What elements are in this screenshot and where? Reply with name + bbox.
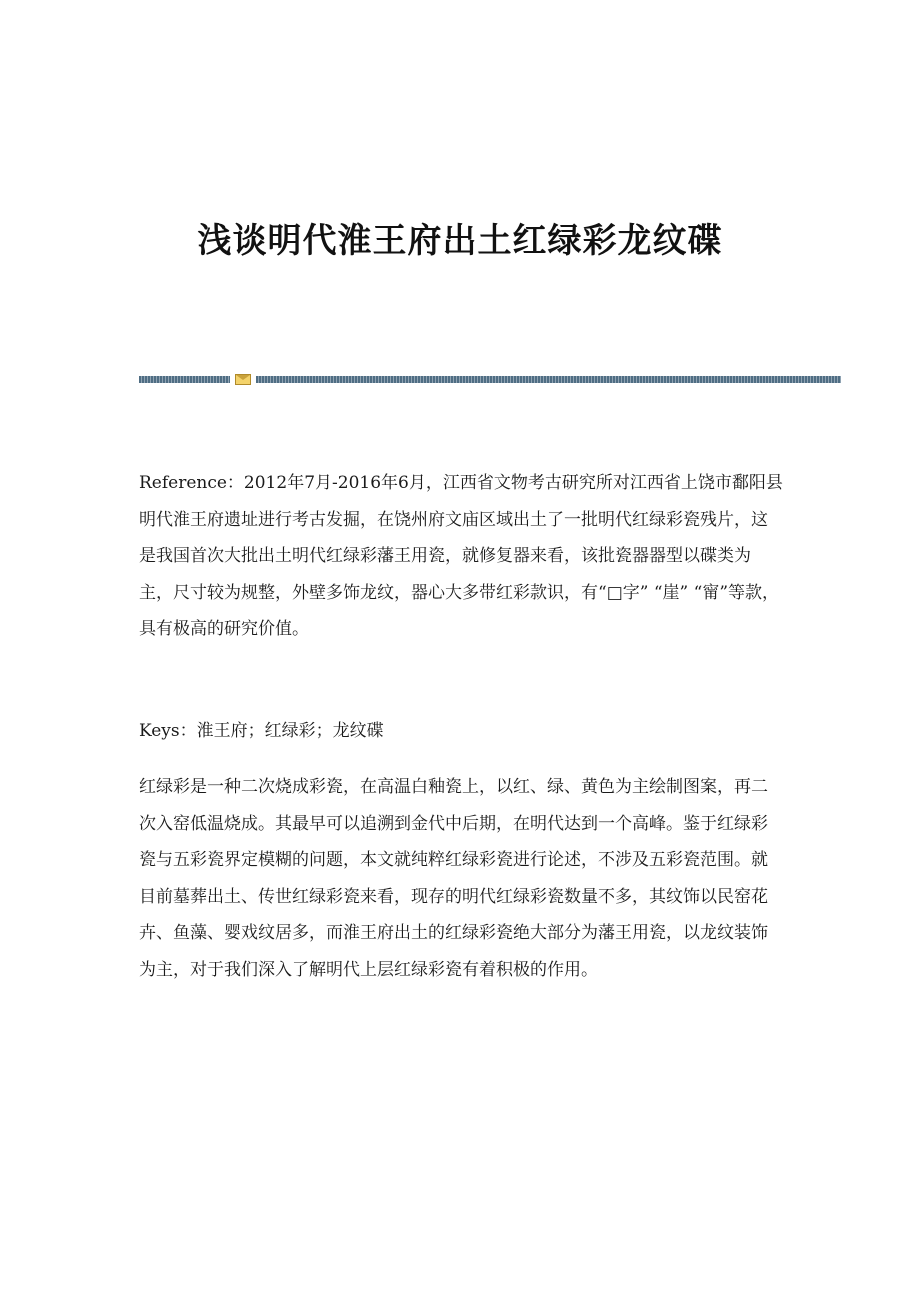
title-divider: [139, 374, 841, 384]
document-title: 浅谈明代淮王府出土红绿彩龙纹碟: [197, 221, 723, 261]
reference-paragraph: Reference：2012年7月-2016年6月，江西省文物考古研究所对江西省上饶市鄱阳县明代淮王府遗址进行考古发掘，在饶州府文庙区域出土了一批明代红绿彩瓷残片，这是我国首次大批出土明代红绿彩藩王用瓷，就修复器来看，该批瓷器器型以碟类为主，尺寸较为规整，外壁多饰龙纹，器心大多带红彩款识，有“□字” “崖” “甯”等款，具有极高的研究价值。: [139, 473, 783, 639]
divider-bar-left: [139, 376, 230, 383]
envelope-icon: [235, 374, 251, 385]
body-paragraph: 红绿彩是一种二次烧成彩瓷，在高温白釉瓷上，以红、绿、黄色为主绘制图案，再二次入窑低温烧成。其最早可以追溯到金代中后期，在明代达到一个高峰。鉴于红绿彩瓷与五彩瓷界定模糊的问题，本文就纯粹红绿彩瓷进行论述，不涉及五彩瓷范围。就目前墓葬出土、传世红绿彩瓷来看，现存的明代红绿彩瓷数量不多，其纹饰以民窑花卉、鱼藻、婴戏纹居多，而淮王府出土的红绿彩瓷绝大部分为藩王用瓷，以龙纹装饰为主，对于我们深入了解明代上层红绿彩瓷有着积极的作用。: [139, 777, 768, 980]
divider-bar-right: [256, 376, 841, 383]
keywords-line: Keys：淮王府；红绿彩；龙纹碟: [139, 721, 384, 741]
